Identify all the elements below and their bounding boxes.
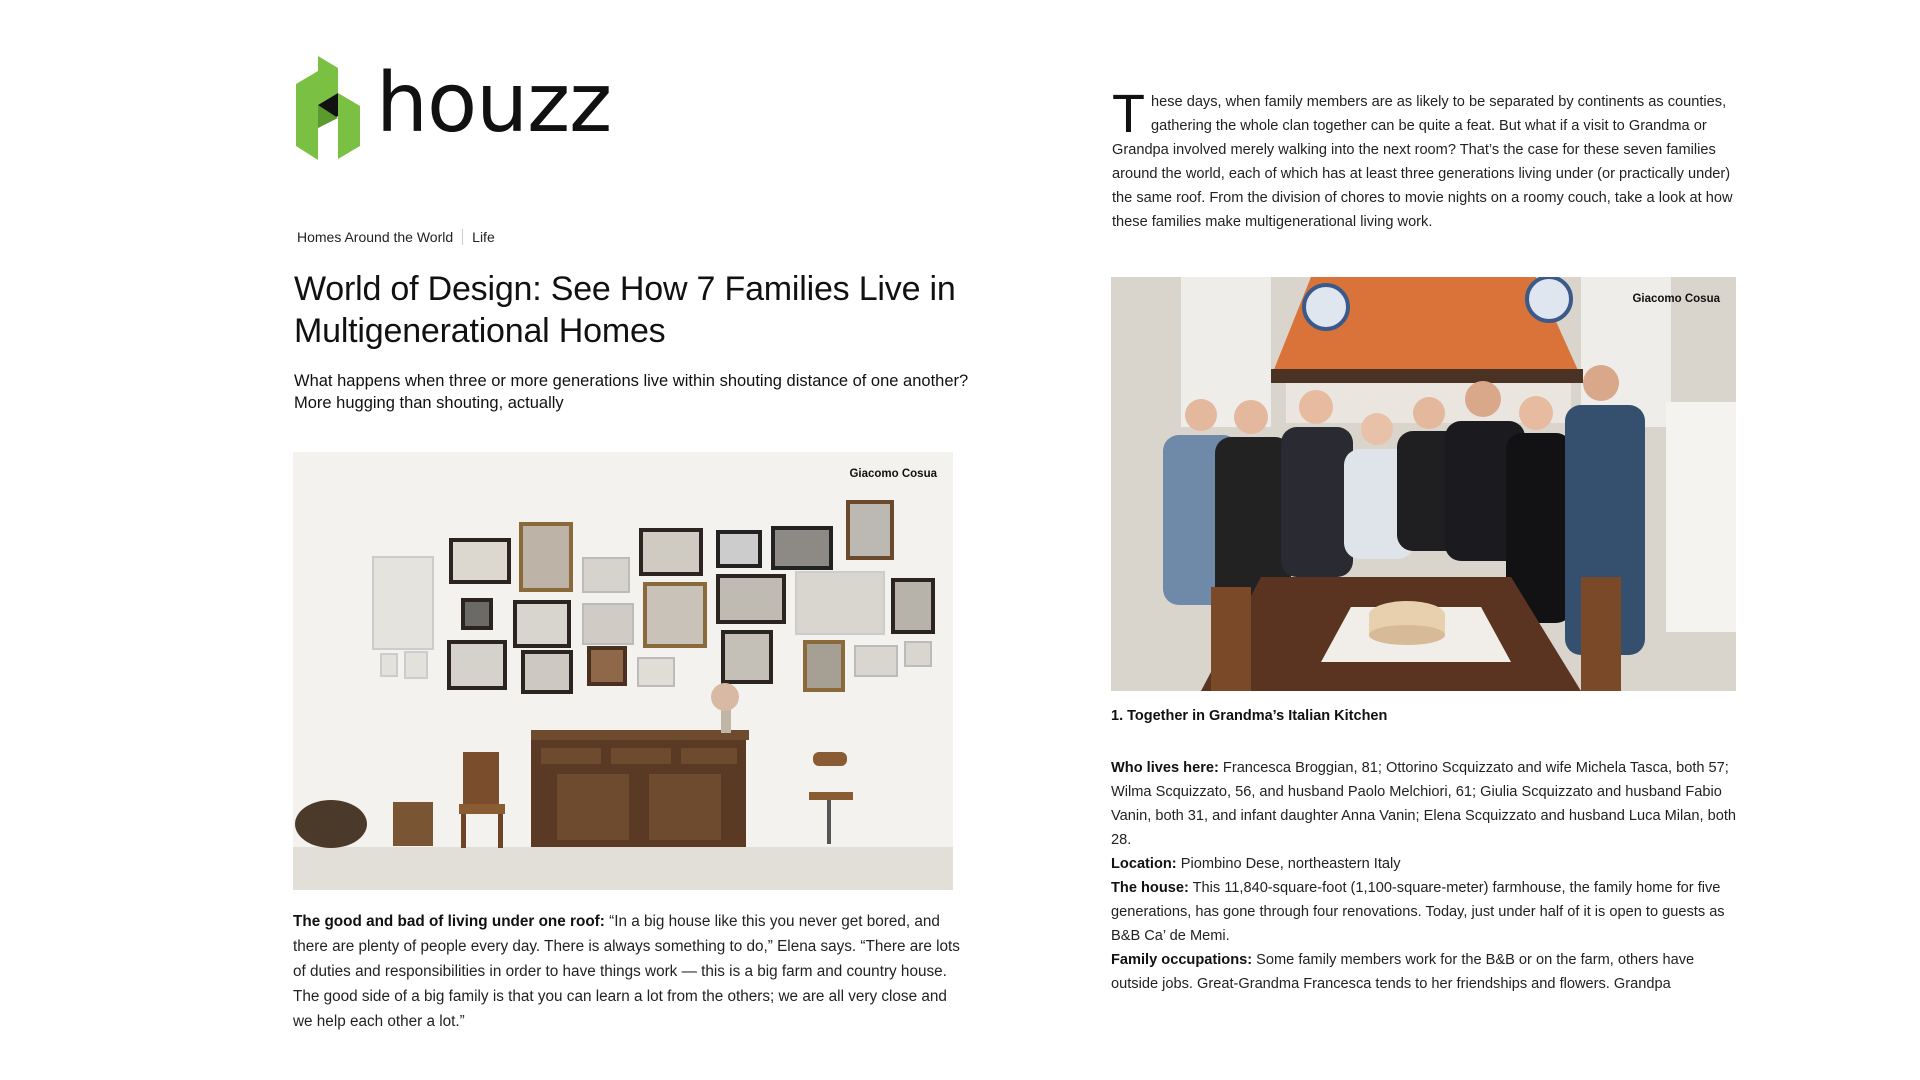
houzz-wordmark: houzz xyxy=(376,56,612,151)
breadcrumb xyxy=(297,229,495,245)
breadcrumb-homes-around-the-world[interactable]: Homes Around the World xyxy=(297,229,454,245)
location-label: Location: xyxy=(1111,856,1177,872)
house-text: This 11,840-square-foot (1,100-square-meter) farmhouse, the family home for five generations, has gone through four renovations. Today, just under half of it is open to guests as B&B Ca’ de Memi. xyxy=(1111,880,1725,944)
family-details xyxy=(1111,756,1741,996)
good-and-bad-paragraph xyxy=(293,909,963,1034)
house-label: The house: xyxy=(1111,880,1189,896)
location xyxy=(1111,852,1741,876)
good-and-bad-text: “In a big house like this you never get bored, and there are plenty of people every day. There is always something to do,” Elena says. “There are lots of duties and responsibilities in order to have things work — this is a big farm and country house. The good side of a big family is that you can learn a lot from the others; we are all very close and we help each other a lot.” xyxy=(293,913,960,1030)
gallery-wall-photo[interactable] xyxy=(293,452,953,890)
family-occupations xyxy=(1111,948,1741,996)
who-label: Who lives here: xyxy=(1111,760,1219,776)
intro-text: hese days, when family members are as likely to be separated by continents as counties, gathering the whole clan together can be quite a feat. But what if a visit to Grandma or Grandpa involved merely walking into the next room? That’s the case for these seven families around the world, each of which has at least three generations living under (or practically under) the same roof. From the division of chores to movie nights on a roomy couch, take a look at how these families make multigenerational living work. xyxy=(1112,94,1733,230)
good-and-bad-label: The good and bad of living under one roof: xyxy=(293,913,605,930)
family-kitchen-photo[interactable] xyxy=(1111,277,1736,691)
who-text: Francesca Broggian, 81; Ottorino Scquizzato and wife Michela Tasca, both 57; Wilma Scquizzato, 56, and husband Paolo Melchiori, 61; Giulia Scquizzato and husband Fabio Vanin, both 31, and infant daughter Anna Vanin; Elena Scquizzato and husband Luca Milan, both 28. xyxy=(1111,760,1737,848)
article-intro xyxy=(1112,84,1737,234)
drop-cap: T xyxy=(1112,84,1145,144)
photo-credit: Giacomo Cosua xyxy=(1632,293,1720,305)
occupations-text: Some family members work for the B&B or on the farm, others have outside jobs. Great-Grandma Francesca tends to her friendships and flowers. Grandpa xyxy=(1111,952,1695,992)
article-title: World of Design: See How 7 Families Live in Multigenerational Homes xyxy=(294,270,956,350)
breadcrumb-separator xyxy=(462,229,463,245)
houzz-logo[interactable] xyxy=(296,56,626,160)
breadcrumb-life[interactable]: Life xyxy=(472,229,495,245)
houzz-logo-icon xyxy=(296,56,360,160)
article-subtitle: What happens when three or more generations live within shouting distance of one another? More hugging than shouting, actually xyxy=(294,372,969,412)
gallery-wall-illustration xyxy=(293,452,953,890)
photo-credit: Giacomo Cosua xyxy=(849,468,937,480)
location-text: Piombino Dese, northeastern Italy xyxy=(1176,856,1401,872)
the-house xyxy=(1111,876,1741,948)
section-caption: 1. Together in Grandma’s Italian Kitchen xyxy=(1111,708,1388,724)
occupations-label: Family occupations: xyxy=(1111,952,1253,968)
who-lives-here xyxy=(1111,756,1741,852)
family-kitchen-illustration xyxy=(1111,277,1736,691)
